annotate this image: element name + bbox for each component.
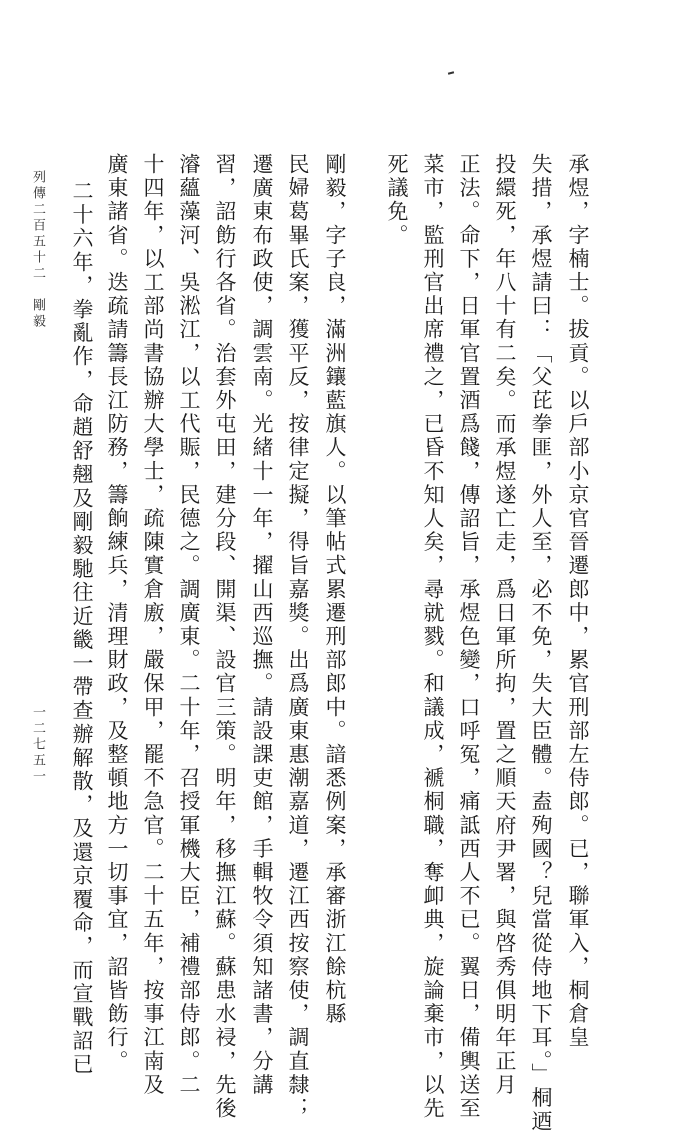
text-column-9: 遷廣東布政使，調雲南。光緒十一年，擢山西巡撫。請設課吏館，手輯牧令須知諸書，分講 bbox=[250, 153, 274, 1097]
text-column-12: 十四年，以工部尚書協辦大學士，疏陳實倉廒，嚴保甲，罷不急官。二十五年，按事江南及 bbox=[141, 153, 165, 1097]
running-title: 列傳二百五十二 剛毅 bbox=[30, 170, 45, 330]
text-column-6: 死議免。 bbox=[385, 153, 409, 248]
text-column-8: 民婦葛畢氏案，獲平反，按律定擬，得旨嘉獎。出爲廣東惠潮嘉道，遷江西按察使，調直隸； bbox=[286, 153, 310, 1121]
page-number: 一二七五一 bbox=[30, 705, 45, 785]
ink-speck bbox=[448, 71, 454, 74]
text-column-7: 剛毅，字子良，滿洲鑲藍旗人。以筆帖式累遷刑部郎中。諳悉例案，承審浙江餘杭縣 bbox=[323, 153, 347, 1027]
text-column-13: 廣東諸省。迭疏請籌長江防務，籌餉練兵，清理財政，及整頓地方一切事宜，詔皆飭行。 bbox=[105, 153, 129, 1074]
text-column-4: 正法。命下，日軍官置酒爲餞，傳詔旨，承煜色變，口呼冤，痛詆西人不已。翼日，備輿送至 bbox=[457, 153, 481, 1121]
text-column-2: 失措，承煜請曰：「父芘拳匪，外人至，必不免，失大臣體。盍殉國？兒當從侍地下耳。」桐迺 bbox=[529, 153, 553, 1134]
text-column-1: 承煜，字楠士。拔貢。以戶部小京官晉遷郎中，累官刑部左侍郎。已，聯軍入，桐倉皇 bbox=[566, 153, 590, 1050]
text-column-11: 濬蘊藻河、吳淞江，以工代賑，民德之。調廣東。二十年，召授軍機大臣，補禮部侍郎。二 bbox=[177, 153, 201, 1097]
text-column-10: 習，詔飭行各省。治套外屯田，建分段、開渠、設官三策。明年，移撫江蘇。蘇患水祲，先後 bbox=[213, 153, 237, 1121]
text-column-5: 菜市，監刑官出席禮之，已昏不知人矣，尋就戮。和議成，褫桐職，奪卹典，旋論棄市，以先 bbox=[421, 153, 445, 1121]
text-column-3: 投繯死，年八十有二矣。而承煜遂亡走，爲日軍所拘，置之順天府尹署，與啓秀俱明年正月 bbox=[493, 153, 517, 1097]
text-column-14: 二十六年，拳亂作，命趙舒翹及剛毅馳往近畿一帶查辦解散，及還京覆命，而宣戰詔已 bbox=[70, 180, 94, 1077]
